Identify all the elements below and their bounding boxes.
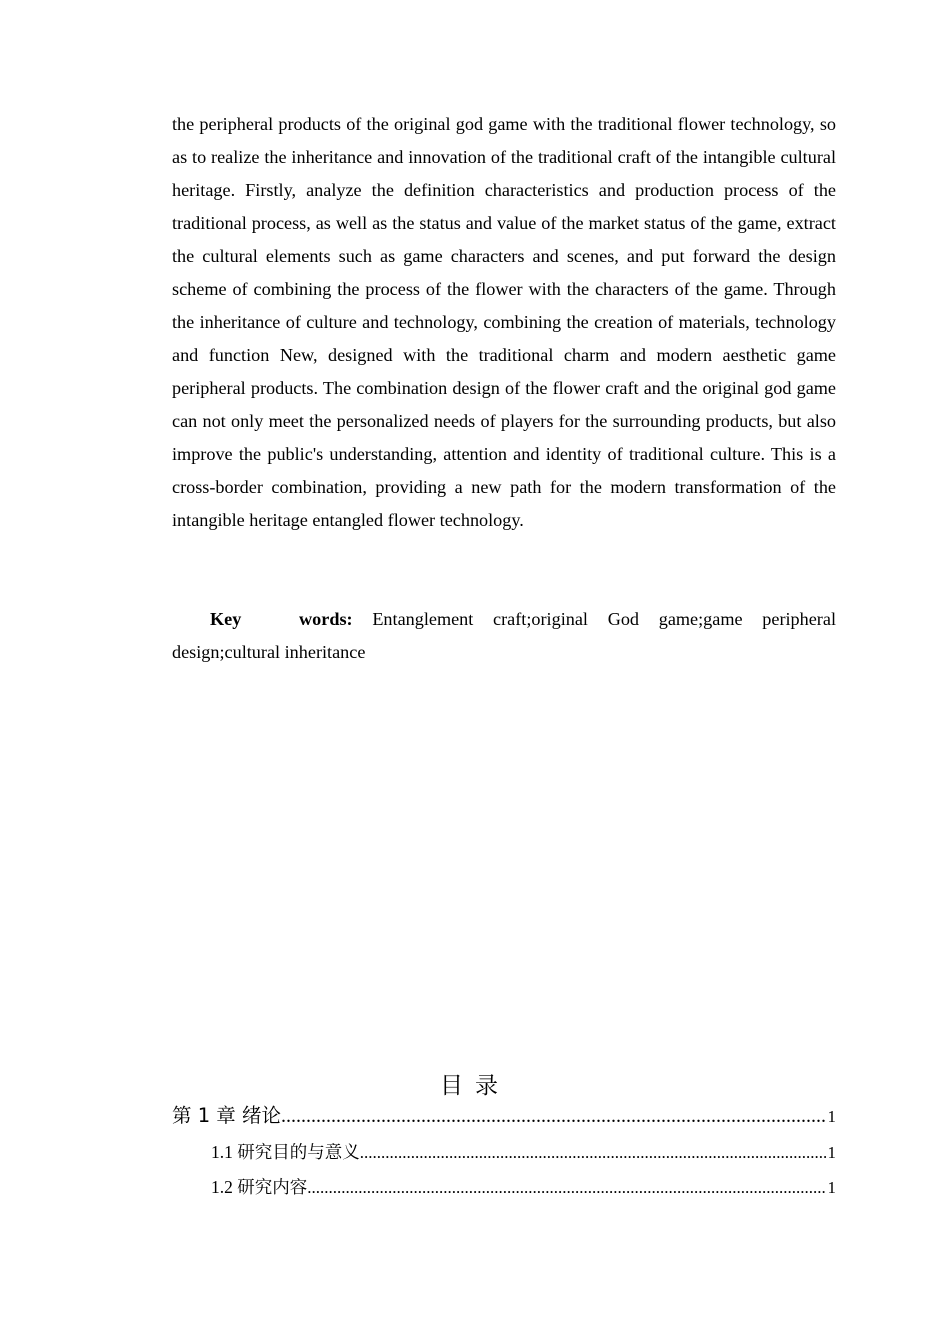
keywords-label: Key words:	[210, 609, 353, 629]
toc-entry-page: 1	[827, 1143, 836, 1162]
toc-leader-dots	[281, 1105, 825, 1128]
toc-entry-section-1-1[interactable]	[211, 1139, 836, 1164]
toc-entry-label: 1.2 研究内容	[211, 1177, 308, 1197]
toc-entry-label: 1.1 研究目的与意义	[211, 1142, 360, 1162]
keywords-paragraph	[172, 603, 836, 669]
toc-leader-dots	[360, 1143, 826, 1163]
toc-entry-page: 1	[827, 1178, 836, 1197]
toc-entry-label: 第 1 章 绪论	[172, 1104, 282, 1127]
toc-entry-chapter-1[interactable]	[172, 1100, 836, 1132]
toc-leader-dots	[307, 1178, 825, 1198]
abstract-paragraph: the peripheral products of the original god game with the traditional flower technology, so as to realize the inheritance and innovation of the traditional craft of the intangible cultural heritage. Firstly, analyze the definition characteristics and production process of the traditional process, as well as the status and value of the market status of the game, extract the cultural elements such as game characters and scenes, and put forward the design scheme of combining the process of the flower with the characters of the game. Through the inheritance of culture and technology, combining the creation of materials, technology and function New, designed with the traditional charm and modern aesthetic game peripheral products. The combination design of the flower craft and the original god game can not only meet the personalized needs of players for the surrounding products, but also improve the public's understanding, attention and identity of traditional culture. This is a cross-border combination, providing a new path for the modern transformation of the intangible heritage entangled flower technology.	[172, 114, 836, 530]
toc-title: 目录	[440, 1073, 510, 1099]
toc-entry-page: 1	[827, 1107, 836, 1126]
keywords-text: Entanglement craft;original God game;game peripheral design;cultural inheritance	[172, 609, 836, 662]
toc-entry-section-1-2[interactable]	[211, 1174, 836, 1199]
